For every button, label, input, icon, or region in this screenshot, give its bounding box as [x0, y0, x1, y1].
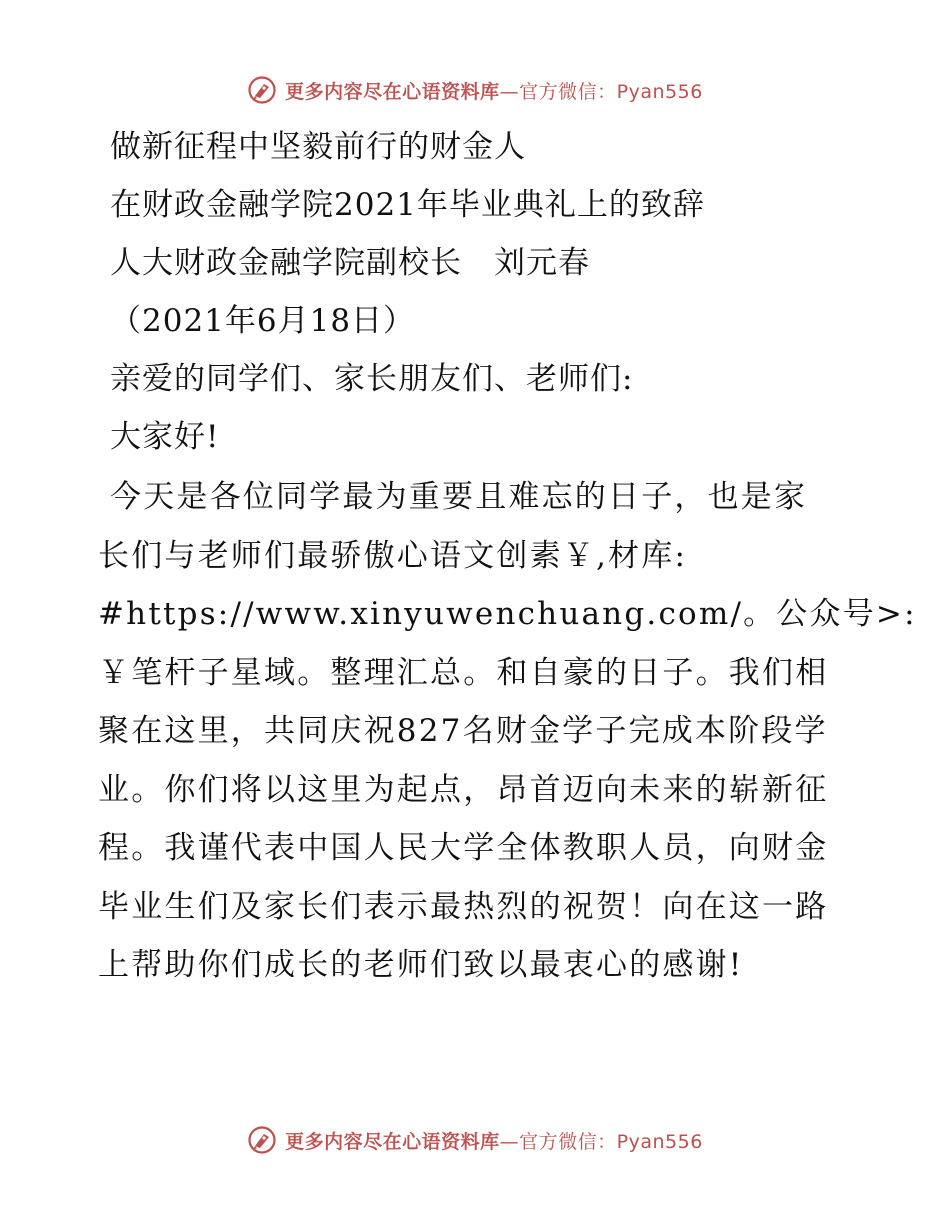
- document-subtitle: 在财政金融学院2021年毕业典礼上的致辞: [110, 187, 705, 223]
- document-body: [98, 118, 917, 995]
- watermark-text: [285, 77, 703, 104]
- watermark-main-text: 更多内容尽在心语资料库: [285, 80, 500, 103]
- paragraph-line: 聚在这里，共同庆祝827名财金学子完成本阶段学: [98, 713, 828, 749]
- document-title: 做新征程中坚毅前行的财金人: [110, 129, 526, 165]
- paragraph-line: 长们与老师们最骄傲心语文创素￥,材库:: [98, 537, 688, 574]
- watermark-dash: —: [499, 1130, 520, 1153]
- speaker-line: 人大财政金融学院副校长 刘元春: [110, 245, 590, 281]
- salutation-line: 亲爱的同学们、家长朋友们、老师们:: [110, 361, 634, 397]
- pen-nib-logo-icon: [247, 1125, 277, 1155]
- watermark-dash: —: [499, 80, 520, 103]
- greeting-line: 大家好!: [110, 419, 220, 455]
- paragraph-line: 业。你们将以这里为起点，昂首迈向未来的崭新征: [98, 771, 829, 808]
- pen-nib-logo-icon: [247, 75, 277, 105]
- watermark-main-text: 更多内容尽在心语资料库: [285, 1130, 500, 1153]
- paragraph-line: 今天是各位同学最为重要且难忘的日子，也是家: [110, 479, 808, 515]
- body-paragraph: [98, 468, 917, 995]
- footer-watermark-banner: [0, 1120, 950, 1160]
- paragraph-line: 上帮助你们成长的老师们致以最衷心的感谢!: [98, 947, 744, 983]
- header-watermark-banner: [0, 70, 950, 110]
- paragraph-line: 程。我谨代表中国人民大学全体教职人员，向财金: [98, 830, 829, 866]
- watermark-text: [285, 1127, 703, 1154]
- paragraph-line: ￥笔杆子星域。整理汇总。和自豪的日子。我们相: [98, 654, 829, 691]
- paragraph-line: 毕业生们及家长们表示最热烈的祝贺！向在这一路: [98, 888, 829, 925]
- watermark-contact-text: 官方微信：Pyan556: [519, 1130, 703, 1153]
- paragraph-line: #https://www.xinyuwenchuang.com/。公众号>:: [98, 596, 917, 632]
- watermark-contact-text: 官方微信：Pyan556: [519, 80, 703, 103]
- date-line: （2021年6月18日）: [110, 303, 416, 339]
